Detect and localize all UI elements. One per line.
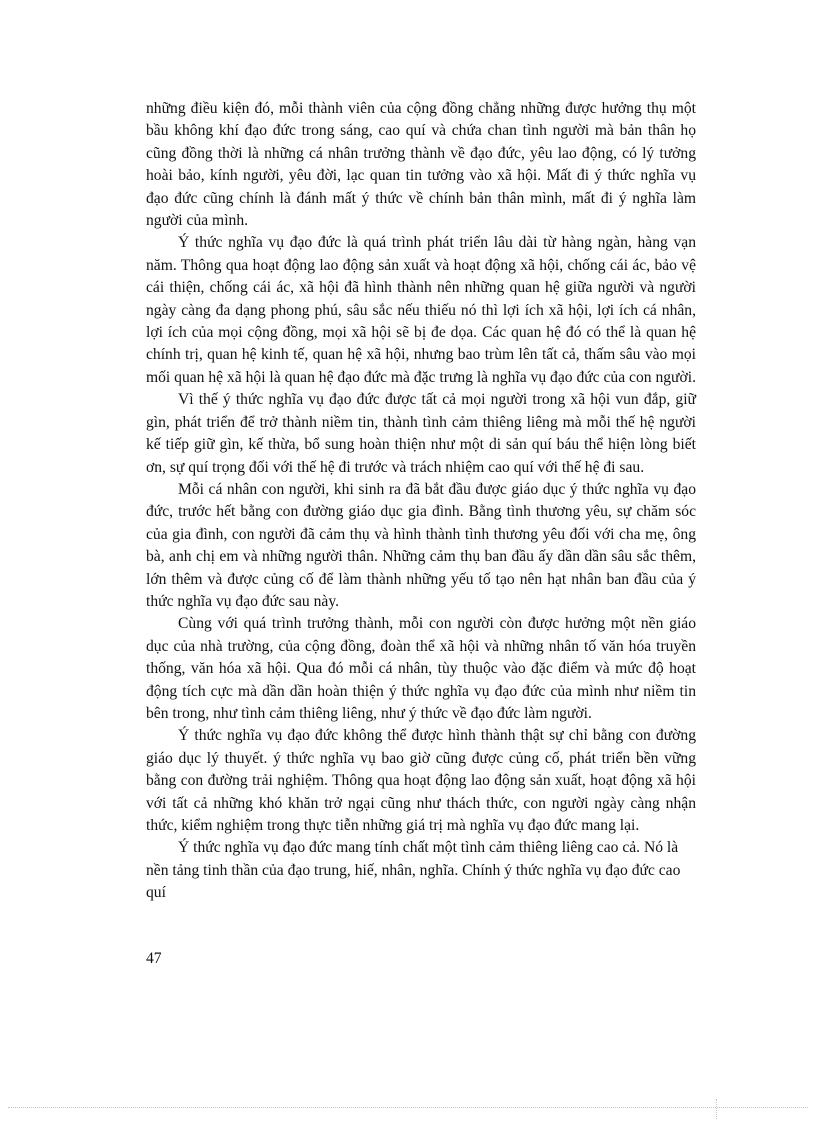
page-bottom-divider <box>8 1107 808 1108</box>
page-number: 47 <box>146 950 162 967</box>
paragraph-3: Vì thế ý thức nghĩa vụ đạo đức được tất cả mọi người trong xã hội vun đắp, giữ gìn, phát triển để trở thành niềm tin, thành tình cảm thiêng liêng mà mỗi thế hệ người kế tiếp giữ gìn, kế thừa, bổ sung hoàn thiện như một di sản quí báu thể hiện lòng biết ơn, sự quí trọng đối với thế hệ đi trước và trách nhiệm cao quí với thế hệ đi sau. <box>146 391 696 476</box>
paragraph-5: Cùng với quá trình trưởng thành, mỗi con người còn được hưởng một nền giáo dục của nhà trường, của cộng đồng, đoàn thể xã hội và những nhân tố văn hóa truyền thống, văn hóa xã hội. Qua đó mỗi cá nhân, tùy thuộc vào đặc điểm và mức độ hoạt động tích cực mà dần dần hoàn thiện ý thức nghĩa vụ đạo đức của mình như niềm tin bên trong, như tình cảm thiêng liêng, như ý thức về đạo đức làm người. <box>146 615 696 722</box>
paragraph-2: Ý thức nghĩa vụ đạo đức là quá trình phát triển lâu dài từ hàng ngàn, hàng vạn năm. Thông qua hoạt động lao động sản xuất và hoạt động xã hội, chống cái ác, bảo vệ cái thiện, chống cái ác, xã hội đã hình thành nên những quan hệ giữa người và người ngày càng đa dạng phong phú, sâu sắc nếu thiếu nó thì lợi ích xã hội, lợi ích cá nhân, lợi ích của mọi cộng đồng, mọi xã hội sẽ bị đe dọa. Các quan hệ đó có thể là quan hệ chính trị, quan hệ kinh tế, quan hệ xã hội, nhưng bao trùm lên tất cả, thấm sâu vào mọi mối quan hệ xã hội là quan hệ đạo đức mà đặc trưng là nghĩa vụ đạo đức của con người. <box>146 234 696 386</box>
page-bottom-tick <box>716 1099 717 1119</box>
paragraph-7: Ý thức nghĩa vụ đạo đức mang tính chất một tình cảm thiêng liêng cao cả. Nó là nền tảng tinh thần của đạo trung, hiế, nhân, nghĩa. Chính ý thức nghĩa vụ đạo đức cao quí <box>146 839 681 902</box>
paragraph-6: Ý thức nghĩa vụ đạo đức không thể được hình thành thật sự chỉ bằng con đường giáo dục lý thuyết. ý thức nghĩa vụ bao giờ cũng được củng cố, phát triển bền vững bằng con đường trải nghiệm. Thông qua hoạt động lao động sản xuất, hoạt động xã hội với tất cả những khó khăn trở ngại cũng như thách thức, con người ngày càng nhận thức, kiểm nghiệm trong thực tiễn những giá trị mà nghĩa vụ đạo đức mang lại. <box>146 727 696 834</box>
paragraph-4: Mỗi cá nhân con người, khi sinh ra đã bắt đầu được giáo dục ý thức nghĩa vụ đạo đức, trước hết bằng con đường giáo dục gia đình. Bằng tình thương yêu, sự chăm sóc của gia đình, con người đã cảm thụ và hình thành tình thương yêu đối với cha mẹ, ông bà, anh chị em và những người thân. Những cảm thụ ban đầu ấy dần dần sâu sắc thêm, lớn thêm và được củng cố để làm thành những yếu tố tạo nên hạt nhân ban đầu của ý thức nghĩa vụ đạo đức sau này. <box>146 480 696 610</box>
body-text <box>146 98 696 905</box>
paragraph-1: những điều kiện đó, mỗi thành viên của cộng đồng chẳng những được hưởng thụ một bầu không khí đạo đức trong sáng, cao quí và chứa chan tình người mà bản thân họ cũng đồng thời là những cá nhân trưởng thành về đạo đức, yêu lao động, có lý tưởng hoài bảo, kính người, yêu đời, lạc quan tin tưởng vào xã hội. Mất đi ý thức nghĩa vụ đạo đức cũng chính là đánh mất ý thức về chính bản thân mình, mất đi ý nghĩa làm người của mình. <box>146 100 696 230</box>
